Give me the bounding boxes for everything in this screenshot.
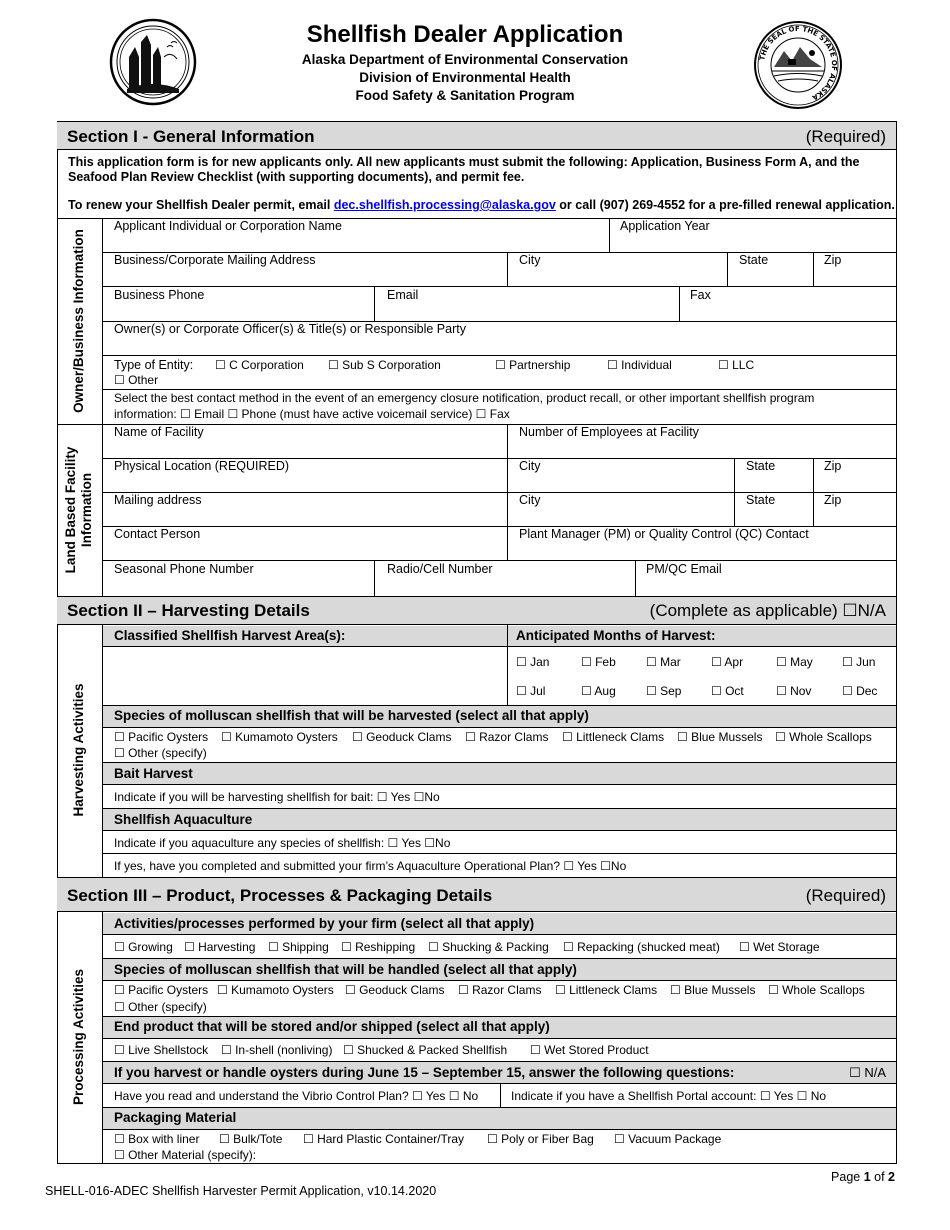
entity-other-checkbox[interactable]: ☐ Other xyxy=(114,373,159,387)
facility-mailing-field[interactable]: Mailing address xyxy=(114,493,202,507)
form-id: SHELL-016-ADEC Shellfish Harvester Permit Application, v10.14.2020 xyxy=(45,1184,437,1198)
month-apr-checkbox[interactable]: ☐ Apr xyxy=(711,655,744,669)
month-feb-checkbox[interactable]: ☐ Feb xyxy=(581,655,616,669)
aquaculture-title: Shellfish Aquaculture xyxy=(114,812,253,827)
handled-species-littleneck[interactable]: ☐ Littleneck Clams xyxy=(555,983,658,997)
entity-partnership-checkbox[interactable]: ☐ Partnership xyxy=(495,358,571,372)
page-number xyxy=(831,1170,895,1185)
harvest-species-other[interactable]: ☐ Other (specify) xyxy=(114,746,207,760)
months-title: Anticipated Months of Harvest: xyxy=(516,628,716,643)
aquaculture-plan-question[interactable]: If yes, have you completed and submitted your firm’s Aquaculture Operational Plan? ☐ Yes ☐No xyxy=(114,859,627,873)
agency-name: Alaska Department of Environmental Conservation xyxy=(301,52,629,67)
section-1-required: (Required) xyxy=(805,127,886,146)
handled-species-scallops[interactable]: ☐ Whole Scallops xyxy=(768,983,865,997)
pm-qc-email-field[interactable]: PM/QC Email xyxy=(646,562,722,576)
renew-post: or call (907) 269-4552 for a pre-filled renewal application. xyxy=(555,198,895,212)
month-nov-checkbox[interactable]: ☐ Nov xyxy=(776,684,812,698)
portal-question[interactable]: Indicate if you have a Shellfish Portal account: ☐ Yes ☐ No xyxy=(511,1089,827,1103)
employees-field[interactable]: Number of Employees at Facility xyxy=(519,425,699,439)
radio-cell-field[interactable]: Radio/Cell Number xyxy=(387,562,493,576)
email-field[interactable]: Email xyxy=(387,288,419,302)
handled-species-title: Species of molluscan shellfish that will be handled (select all that apply) xyxy=(114,962,577,977)
renew-pre: To renew your Shellfish Dealer permit, email xyxy=(68,198,334,212)
month-sep-checkbox[interactable]: ☐ Sep xyxy=(646,684,682,698)
oyster-na-checkbox[interactable]: ☐ N/A xyxy=(849,1065,886,1080)
seasonal-phone-field[interactable]: Seasonal Phone Number xyxy=(114,562,254,576)
entity-llc-checkbox[interactable]: ☐ LLC xyxy=(718,358,755,372)
packaging-box[interactable]: ☐ Box with liner xyxy=(114,1132,200,1146)
physical-zip-field[interactable]: Zip xyxy=(824,459,842,473)
contact-method-line2[interactable]: information: ☐ Email ☐ Phone (must have active voicemail service) ☐ Fax xyxy=(114,407,510,421)
facility-city-field[interactable]: City xyxy=(519,493,541,507)
harvesting-activities-label: Harvesting Activities xyxy=(70,683,86,817)
page-current: 1 xyxy=(863,1170,871,1184)
pm-qc-contact-field[interactable]: Plant Manager (PM) or Quality Control (QC) Contact xyxy=(519,527,809,541)
page-total: 2 xyxy=(888,1170,895,1184)
facility-info-label-text: Land Based Facility Information xyxy=(62,446,94,574)
officers-field[interactable]: Owner(s) or Corporate Officer(s) & Title(s) or Responsible Party xyxy=(114,322,466,336)
harvest-species-razor[interactable]: ☐ Razor Clams xyxy=(465,730,549,744)
packaging-title: Packaging Material xyxy=(114,1110,237,1125)
harvest-species-littleneck[interactable]: ☐ Littleneck Clams xyxy=(562,730,665,744)
harvest-areas-input[interactable] xyxy=(103,647,507,705)
handled-species-other[interactable]: ☐ Other (specify) xyxy=(114,1000,207,1014)
month-jun-checkbox[interactable]: ☐ Jun xyxy=(842,655,876,669)
activity-repacking[interactable]: ☐ Repacking (shucked meat) xyxy=(563,940,720,954)
handled-species-razor[interactable]: ☐ Razor Clams xyxy=(458,983,542,997)
activity-shucking[interactable]: ☐ Shucking & Packing xyxy=(428,940,549,954)
harvest-areas-title: Classified Shellfish Harvest Area(s): xyxy=(114,628,346,643)
physical-location-field[interactable]: Physical Location (REQUIRED) xyxy=(114,459,290,473)
aquaculture-question[interactable]: Indicate if you aquaculture any species of shellfish: ☐ Yes ☐No xyxy=(114,836,451,850)
renew-email-link[interactable]: dec.shellfish.processing@alaska.gov xyxy=(333,198,556,212)
packaging-bulk[interactable]: ☐ Bulk/Tote xyxy=(219,1132,283,1146)
month-oct-checkbox[interactable]: ☐ Oct xyxy=(711,684,744,698)
vibrio-question[interactable]: Have you read and understand the Vibrio Control Plan? ☐ Yes ☐ No xyxy=(114,1089,479,1103)
applicant-name-field[interactable]: Applicant Individual or Corporation Name xyxy=(114,219,342,233)
end-product-wet-stored[interactable]: ☐ Wet Stored Product xyxy=(530,1043,649,1057)
bait-harvest-question[interactable]: Indicate if you will be harvesting shellfish for bait: ☐ Yes ☐No xyxy=(114,790,440,804)
harvest-species-pacific-oysters[interactable]: ☐ Pacific Oysters xyxy=(114,730,209,744)
facility-info-label xyxy=(63,435,95,585)
business-mailing-address-field[interactable]: Business/Corporate Mailing Address xyxy=(114,253,316,267)
fax-field[interactable]: Fax xyxy=(690,288,711,302)
page-of: of xyxy=(870,1170,889,1184)
owner-business-label: Owner/Business Information xyxy=(70,229,86,413)
section-2-note[interactable]: (Complete as applicable) ☐N/A xyxy=(649,601,886,620)
bait-harvest-title: Bait Harvest xyxy=(114,766,193,781)
section-1-header xyxy=(57,121,896,150)
packaging-other[interactable]: ☐ Other Material (specify): xyxy=(114,1148,257,1162)
handled-species-blue-mussels[interactable]: ☐ Blue Mussels xyxy=(670,983,756,997)
program-name: Food Safety & Sanitation Program xyxy=(355,88,575,103)
activity-wet-storage[interactable]: ☐ Wet Storage xyxy=(739,940,820,954)
physical-state-field[interactable]: State xyxy=(746,459,776,473)
renew-text xyxy=(68,198,895,213)
business-zip-field[interactable]: Zip xyxy=(824,253,842,267)
business-phone-field[interactable]: Business Phone xyxy=(114,288,205,302)
page-pre: Page xyxy=(831,1170,864,1184)
facility-state-field[interactable]: State xyxy=(746,493,776,507)
section-3-header xyxy=(57,877,896,912)
section-3-required: (Required) xyxy=(805,886,886,905)
month-may-checkbox[interactable]: ☐ May xyxy=(776,655,813,669)
facility-zip-field[interactable]: Zip xyxy=(824,493,842,507)
activities-title: Activities/processes performed by your firm (select all that apply) xyxy=(114,916,535,931)
end-product-title: End product that will be stored and/or shipped (select all that apply) xyxy=(114,1019,550,1034)
month-aug-checkbox[interactable]: ☐ Aug xyxy=(581,684,616,698)
entity-c-corp-checkbox[interactable]: ☐ C Corporation xyxy=(215,358,304,372)
facility-name-field[interactable]: Name of Facility xyxy=(114,425,204,439)
packaging-hard-plastic[interactable]: ☐ Hard Plastic Container/Tray xyxy=(303,1132,465,1146)
section-2-header xyxy=(57,596,896,625)
entity-type-label: Type of Entity: xyxy=(114,358,194,372)
harvest-species-title: Species of molluscan shellfish that will be harvested (select all that apply) xyxy=(114,708,589,723)
harvest-species-kumamoto[interactable]: ☐ Kumamoto Oysters xyxy=(221,730,338,744)
harvest-species-geoduck[interactable]: ☐ Geoduck Clams xyxy=(352,730,452,744)
contact-method-line1: Select the best contact method in the event of an emergency closure notification, product recall, or other important shellfish program xyxy=(114,391,815,405)
activity-harvesting[interactable]: ☐ Harvesting xyxy=(184,940,256,954)
activity-shipping[interactable]: ☐ Shipping xyxy=(268,940,329,954)
svg-text:THE SEAL OF THE STATE OF ALASK: THE SEAL OF THE STATE OF ALASKA xyxy=(758,24,839,102)
entity-sub-s-checkbox[interactable]: ☐ Sub S Corporation xyxy=(328,358,441,372)
harvest-species-scallops[interactable]: ☐ Whole Scallops xyxy=(775,730,872,744)
end-product-inshell[interactable]: ☐ In-shell (nonliving) xyxy=(221,1043,333,1057)
application-year-field[interactable]: Application Year xyxy=(620,219,710,233)
form-title: Shellfish Dealer Application xyxy=(306,21,624,48)
processing-activities-label: Processing Activities xyxy=(70,968,86,1106)
end-product-live[interactable]: ☐ Live Shellstock xyxy=(114,1043,209,1057)
activity-growing[interactable]: ☐ Growing xyxy=(114,940,173,954)
packaging-vacuum[interactable]: ☐ Vacuum Package xyxy=(614,1132,722,1146)
packaging-poly-bag[interactable]: ☐ Poly or Fiber Bag xyxy=(487,1132,594,1146)
month-mar-checkbox[interactable]: ☐ Mar xyxy=(646,655,681,669)
harvest-species-blue-mussels[interactable]: ☐ Blue Mussels xyxy=(677,730,763,744)
division-name: Division of Environmental Health xyxy=(359,70,571,85)
intro-text: This application form is for new applicants only. All new applicants must submit the following: Application, Business Form A, and the Seafood Plan Review Checklist (with supporting documents), and permit fee. xyxy=(68,155,860,184)
section-1-title: Section I - General Information xyxy=(67,127,315,146)
handled-species-pacific-oysters[interactable]: ☐ Pacific Oysters xyxy=(114,983,209,997)
section-2-title: Section II – Harvesting Details xyxy=(67,601,310,620)
entity-individual-checkbox[interactable]: ☐ Individual xyxy=(607,358,672,372)
handled-species-geoduck[interactable]: ☐ Geoduck Clams xyxy=(345,983,445,997)
month-jul-checkbox[interactable]: ☐ Jul xyxy=(516,684,546,698)
month-dec-checkbox[interactable]: ☐ Dec xyxy=(842,684,878,698)
end-product-shucked[interactable]: ☐ Shucked & Packed Shellfish xyxy=(343,1043,508,1057)
activity-reshipping[interactable]: ☐ Reshipping xyxy=(341,940,416,954)
month-jan-checkbox[interactable]: ☐ Jan xyxy=(516,655,550,669)
section-3-title: Section III – Product, Processes & Packaging Details xyxy=(67,886,493,905)
business-city-field[interactable]: City xyxy=(519,253,541,267)
business-state-field[interactable]: State xyxy=(739,253,769,267)
contact-person-field[interactable]: Contact Person xyxy=(114,527,201,541)
handled-species-kumamoto[interactable]: ☐ Kumamoto Oysters xyxy=(217,983,334,997)
oyster-questions-title: If you harvest or handle oysters during June 15 – September 15, answer the following questions: xyxy=(114,1065,735,1080)
physical-city-field[interactable]: City xyxy=(519,459,541,473)
